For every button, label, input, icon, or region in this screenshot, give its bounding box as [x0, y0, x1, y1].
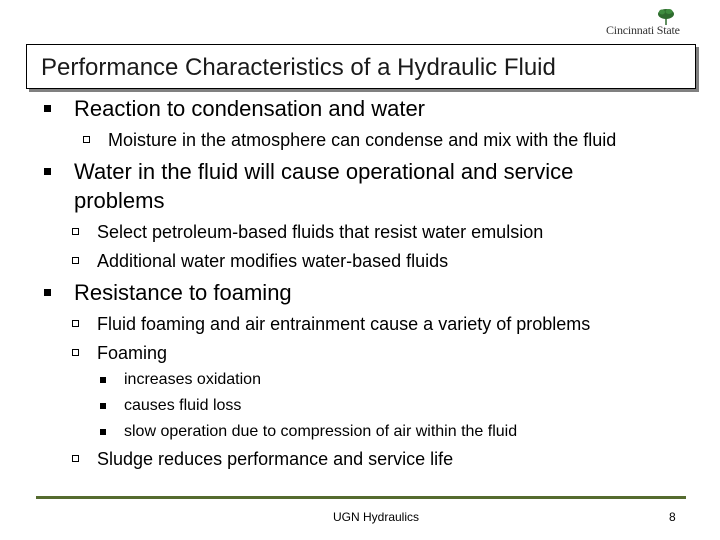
bullet-item [74, 278, 292, 307]
slide-title: Performance Characteristics of a Hydraulic Fluid [41, 54, 556, 81]
sub-bullet-text: Fluid foaming and air entrainment cause a variety of problems [97, 314, 591, 334]
bullet-text: Reaction to condensation and water [74, 96, 426, 121]
sub-sub-bullet-text: slow operation due to compression of air within the fluid [124, 423, 518, 440]
sub-sub-bullet-item [124, 419, 517, 445]
sub-sub-bullet-text: increases oxidation [124, 371, 261, 388]
sub-bullet-item [97, 247, 448, 275]
sub-bullet-text: Additional water modifies water-based fluids [97, 251, 449, 271]
footer-divider [36, 496, 686, 499]
bullet-item [74, 157, 654, 215]
bullet-text: Water in the fluid will cause operational and service problems [74, 159, 574, 213]
sub-sub-bullet-item [124, 367, 261, 393]
square-bullet-icon [100, 403, 106, 409]
hollow-square-bullet-icon [72, 349, 79, 356]
sub-sub-bullet-text: causes fluid loss [124, 397, 242, 414]
bullet-item [74, 94, 425, 123]
sub-bullet-text: Sludge reduces performance and service life [97, 449, 454, 469]
square-bullet-icon [44, 168, 51, 175]
square-bullet-icon [100, 377, 106, 383]
square-bullet-icon [44, 289, 51, 296]
page-number: 8 [669, 510, 676, 524]
sub-sub-bullet-item [124, 393, 241, 419]
sub-bullet-item [97, 310, 590, 338]
sub-bullet-item [108, 126, 616, 154]
hollow-square-bullet-icon [72, 455, 79, 462]
hollow-square-bullet-icon [72, 228, 79, 235]
sub-bullet-text: Moisture in the atmosphere can condense and mix with the fluid [108, 130, 617, 150]
sub-bullet-item [97, 339, 167, 367]
logo-text: Cincinnati State [606, 23, 680, 37]
square-bullet-icon [44, 105, 51, 112]
bullet-text: Resistance to foaming [74, 280, 292, 305]
sub-bullet-item [97, 445, 453, 473]
footer-title: UGN Hydraulics [333, 510, 420, 524]
hollow-square-bullet-icon [72, 257, 79, 264]
sub-bullet-text: Foaming [97, 343, 168, 363]
sub-bullet-text: Select petroleum-based fluids that resist water emulsion [97, 222, 544, 242]
sub-bullet-item [97, 218, 543, 246]
square-bullet-icon [100, 429, 106, 435]
hollow-square-bullet-icon [83, 136, 90, 143]
hollow-square-bullet-icon [72, 320, 79, 327]
